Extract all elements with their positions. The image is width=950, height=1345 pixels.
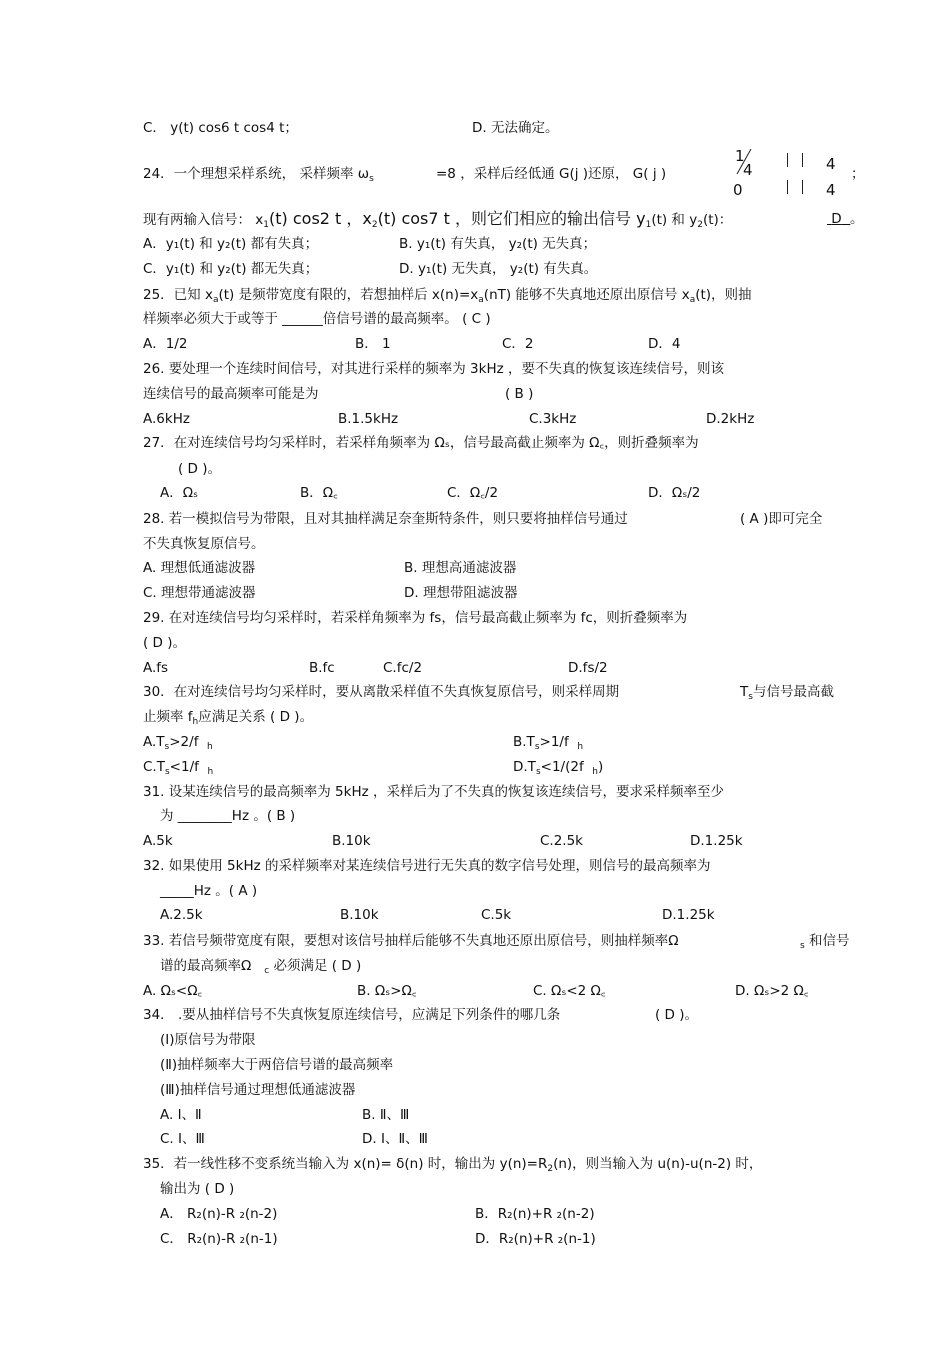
option-d-28: D. 理想带阻滤波器 (404, 585, 518, 601)
option-c-33: C. Ωₛ<2 Ω꜀ (533, 983, 606, 999)
condition-iii: (Ⅲ)抽样信号通过理想低通滤波器 (160, 1082, 356, 1098)
option-d-29: D.fs/2 (568, 660, 608, 676)
question-32: 32. 如果使用 5kHz 的采样频率对某连续信号进行无失真的数字信号处理，则信号的最高频率为 (143, 858, 711, 874)
option-a-27: A．Ωₛ (160, 485, 199, 501)
question-26: 26. 要处理一个连续时间信号，对其进行采样的频率为 3kHz ，要不失真的恢复该连续信号，则该 (143, 361, 724, 377)
question-25: 25．已知 $x_a(t)$ 是频带宽度有限的，若想抽样后 $x(n)=x_a(nT)$ 能够不失真地还原出原信号 $x_a(t)$，则抽 (143, 287, 752, 305)
option-d-24: D. y₁(t) 无失真， y₂(t) 有失真。 (399, 261, 598, 277)
abs-bar (802, 180, 803, 194)
question-30-ts: $T_s$与信号最高截 (740, 684, 834, 702)
option-c-23: C． y(t) cos6 t cos4 t； (143, 120, 298, 136)
option-a-24: A．y₁(t) 和 y₂(t) 都有失真； (143, 236, 319, 252)
abs-bar (787, 153, 788, 167)
period: 。 (850, 211, 864, 227)
option-b-26: B.1.5kHz (338, 411, 399, 427)
piecewise-zero: 0 (733, 181, 743, 199)
option-b-25: B． 1 (355, 336, 391, 352)
option-d-31: D.1.25k (690, 833, 743, 849)
option-b-27: B．Ω꜀ (300, 485, 338, 501)
question-24: 24．一个理想采样系统， 采样频率 $\omega_s$ (143, 166, 374, 184)
question-34: 34． .要从抽样信号不失真恢复原连续信号，应满足下列条件的哪几条 (143, 1007, 561, 1023)
condition-i: (Ⅰ)原信号为带限 (160, 1032, 256, 1048)
answer-27: ( D )。 (178, 461, 222, 477)
question-30: 30．在对连续信号均匀采样时，要从离散采样值不失真恢复原信号，则采样周期 (143, 684, 620, 700)
question-35-line2: 输出为 ( D ) (160, 1181, 235, 1197)
option-b-35: B．R₂(n)+R ₂(n-2) (475, 1206, 595, 1222)
abs-bar (787, 180, 788, 194)
option-d-33: D. Ωₛ>2 Ω꜀ (735, 983, 809, 999)
question-24-cont: =8 ，采样后经低通 G(j )还原， G( j ) (436, 166, 667, 182)
option-b-34: B. Ⅱ、Ⅲ (362, 1107, 410, 1123)
option-a-34: A. Ⅰ、Ⅱ (160, 1107, 202, 1123)
answer-26: ( B ) (505, 386, 534, 402)
option-d-34: D. Ⅰ、Ⅱ、Ⅲ (362, 1131, 428, 1147)
question-32-line2: _____Hz 。( A ) (160, 883, 258, 899)
answer-34: ( D )。 (655, 1007, 699, 1023)
option-a-30: $A.T_s>2/f$ $_h$ (143, 734, 213, 752)
question-35: 35．若一线性移不变系统当输入为 x(n)= δ(n) 时，输出为 $y(n)=R_2(n)$，则当输入为 u(n)-u(n-2) 时， (143, 1156, 763, 1174)
question-33-line2: 谱的最高频率Ω $_c$ 必须满足 ( D ) (160, 958, 362, 976)
option-b-31: B.10k (332, 833, 371, 849)
option-b-24: B. y₁(t) 有失真， y₂(t) 无失真； (399, 236, 597, 252)
question-31: 31. 设某连续信号的最高频率为 5kHz ，采样后为了不失真的恢复该连续信号，要求采样频率至少 (143, 784, 724, 800)
option-a-31: A.5k (143, 833, 173, 849)
condition-2: 4 (826, 181, 836, 199)
option-c-34: C. Ⅰ、Ⅲ (160, 1131, 205, 1147)
option-c-29: C.fc/2 (383, 660, 423, 676)
question-30-line2: 止频率 $f_h$应满足关系 ( D )。 (143, 709, 314, 727)
option-b-32: B.10k (340, 907, 379, 923)
question-33-end: $_s$ 和信号 (800, 933, 850, 951)
question-26-line2: 连续信号的最高频率可能是为 (143, 386, 319, 402)
condition-ii: (Ⅱ)抽样频率大于两倍信号谱的最高频率 (160, 1057, 394, 1073)
option-c-28: C. 理想带通滤波器 (143, 585, 256, 601)
answer-28: ( A )即可完全 (740, 511, 823, 527)
option-d-30: $D.T_s<1/(2f$ $_h$) (513, 759, 604, 777)
answer-29: ( D )。 (143, 635, 187, 651)
question-24-line2: 现有两输入信号： $x_1(t)$ cos2 t ，$x_2(t)$ cos7 t ，则它们相应的输出信号 $y_1(t)$ 和 $y_2(t)$： (143, 209, 733, 230)
question-27: 27．在对连续信号均匀采样时，若采样角频率为 Ωₛ，信号最高截止频率为 Ω꜀，则折叠频率为 (143, 435, 699, 451)
condition-1: 4 (826, 155, 836, 173)
question-33: 33. 若信号频带宽度有限，要想对该信号抽样后能够不失真地还原出原信号，则抽样频率Ω (143, 933, 679, 949)
option-b-28: B. 理想高通滤波器 (404, 560, 517, 576)
option-a-35: A． R₂(n)-R ₂(n-2) (160, 1206, 278, 1222)
fraction-slash (734, 148, 754, 176)
option-a-32: A.2.5k (160, 907, 203, 923)
option-b-33: B. Ωₛ>Ω꜀ (357, 983, 417, 999)
option-c-32: C.5k (481, 907, 512, 923)
answer-24: D (831, 211, 842, 227)
option-c-26: C.3kHz (529, 411, 577, 427)
option-c-27: C．Ω꜀/2 (447, 485, 499, 501)
option-a-26: A.6kHz (143, 411, 190, 427)
option-d-23: D. 无法确定。 (472, 120, 559, 136)
option-d-32: D.1.25k (662, 907, 715, 923)
option-d-35: D．R₂(n)+R ₂(n-1) (475, 1231, 596, 1247)
frac-num: 1 (735, 147, 745, 165)
option-c-31: C.2.5k (540, 833, 584, 849)
option-c-25: C．2 (502, 336, 534, 352)
frac-den: 4 (743, 161, 753, 179)
option-d-26: D.2kHz (706, 411, 755, 427)
question-29: 29. 在对连续信号均匀采样时，若采样角频率为 fs，信号最高截止频率为 fc，则折叠频率为 (143, 610, 688, 626)
question-28-line2: 不失真恢复原信号。 (143, 536, 265, 552)
semicolon: ； (851, 166, 865, 182)
question-25-line2: 样频率必须大于或等于 ______倍信号谱的最高频率。 ( C ) (143, 311, 491, 327)
option-a-29: A.fs (143, 660, 169, 676)
option-c-35: C． R₂(n)-R ₂(n-1) (160, 1231, 278, 1247)
option-d-25: D．4 (648, 336, 681, 352)
option-a-33: A. Ωₛ<Ω꜀ (143, 983, 203, 999)
option-b-29: B.fc (309, 660, 335, 676)
option-a-25: A．1/2 (143, 336, 188, 352)
option-d-27: D．Ωₛ/2 (648, 485, 701, 501)
option-c-30: $C.T_s<1/f$ $_h$ (143, 759, 214, 777)
option-c-24: C．y₁(t) 和 y₂(t) 都无失真； (143, 261, 319, 277)
abs-bar (802, 153, 803, 167)
option-b-30: $B.T_s>1/f$ $_h$ (513, 734, 584, 752)
question-31-line2: 为 ________Hz 。( B ) (160, 808, 296, 824)
option-a-28: A. 理想低通滤波器 (143, 560, 256, 576)
question-28: 28. 若一模拟信号为带限，且对其抽样满足奈奎斯特条件，则只要将抽样信号通过 (143, 511, 628, 527)
